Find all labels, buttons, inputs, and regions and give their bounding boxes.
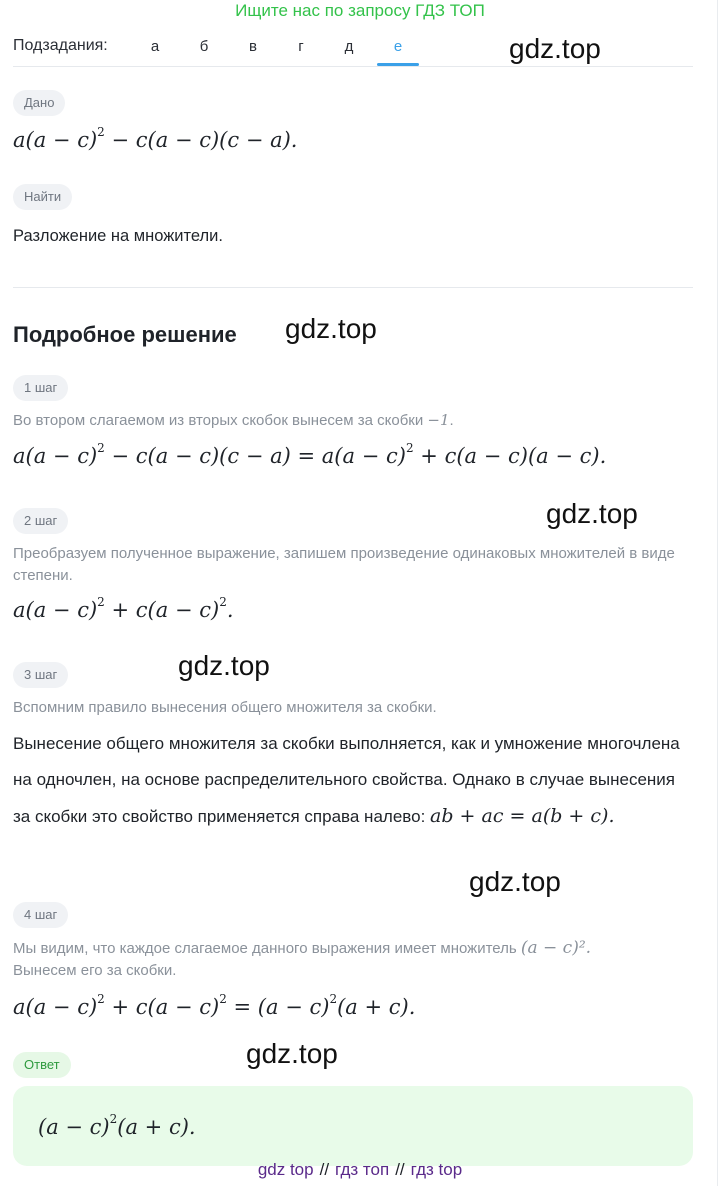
step-4-expression: $a(a - c)^2 + c(a - c)^2 = (a - c)^2(a + c)$. [13, 992, 416, 1019]
footer-link-3[interactable]: гдз top [410, 1160, 463, 1179]
watermark: gdz.top [509, 33, 601, 64]
answer-expression: $(a - c)^2(a + c)$. [38, 1112, 196, 1139]
step-3-note: Вспомним правило вынесения общего множителя за скобки. [13, 699, 437, 716]
step-2-expression: $a(a - c)^2 + c(a - c)^2$. [13, 595, 234, 622]
step-3-rule: Вынесение общего множителя за скобки выполняется, как и умножение многочлена на одночлен, на основе распределительного свойства. Однако в случае вынесения за скобки это свойство применяется справа налево: ab + ac = a(b + c). [13, 734, 680, 827]
search-banner: Ищите нас по запросу ГДЗ ТОП [235, 1, 485, 20]
answer-label: Ответ [13, 1052, 71, 1078]
step-2-label: 2 шаг [13, 508, 68, 534]
footer-separator: // [395, 1160, 405, 1179]
footer-link-2[interactable]: гдз топ [335, 1160, 390, 1179]
step-3-label: 3 шаг [13, 662, 68, 688]
step-1-expression: $a(a - c)^2 - c(a - c)(c - a) = a(a - c)^2 + c(a - c)(a - c)$. [13, 441, 607, 468]
footer-links [0, 1160, 720, 1180]
step-4-label: 4 шаг [13, 902, 68, 928]
solution-title: Подробное решение [13, 322, 237, 347]
section-divider [13, 287, 693, 288]
subtask-a[interactable]: а [150, 38, 160, 55]
footer-separator: // [319, 1160, 330, 1179]
subtasks-label: Подзадания: [13, 37, 108, 54]
watermark: gdz.top [546, 498, 638, 529]
watermark: gdz.top [246, 1038, 338, 1069]
given-label: Дано [13, 90, 65, 116]
find-text: Разложение на множители. [13, 227, 223, 245]
subtask-d[interactable]: д [344, 38, 354, 55]
step-4-note: Мы видим, что каждое слагаемое данного выражения имеет множитель (a − c)². Вынесем его за скобки. [13, 938, 592, 979]
watermark: gdz.top [178, 650, 270, 681]
step-1-label: 1 шаг [13, 375, 68, 401]
watermark: gdz.top [285, 313, 377, 344]
subtask-b[interactable]: б [199, 38, 209, 55]
right-edge-rule [717, 0, 718, 1186]
subtask-g[interactable]: г [298, 38, 304, 55]
watermark: gdz.top [469, 866, 561, 897]
footer-link-1[interactable]: gdz top [257, 1160, 314, 1179]
subtask-v[interactable]: в [249, 38, 257, 55]
active-subtask-underline [377, 63, 419, 66]
subtask-e[interactable]: е [393, 38, 403, 55]
find-label: Найти [13, 184, 72, 210]
step-2-note: Преобразуем полученное выражение, запишем произведение одинаковых множителей в виде степени. [13, 545, 675, 584]
step-1-note: Во втором слагаемом из вторых скобок вынесем за скобки −1. [13, 411, 454, 429]
given-expression: $a(a - c)^2 - c(a - c)(c - a)$. [13, 125, 298, 152]
